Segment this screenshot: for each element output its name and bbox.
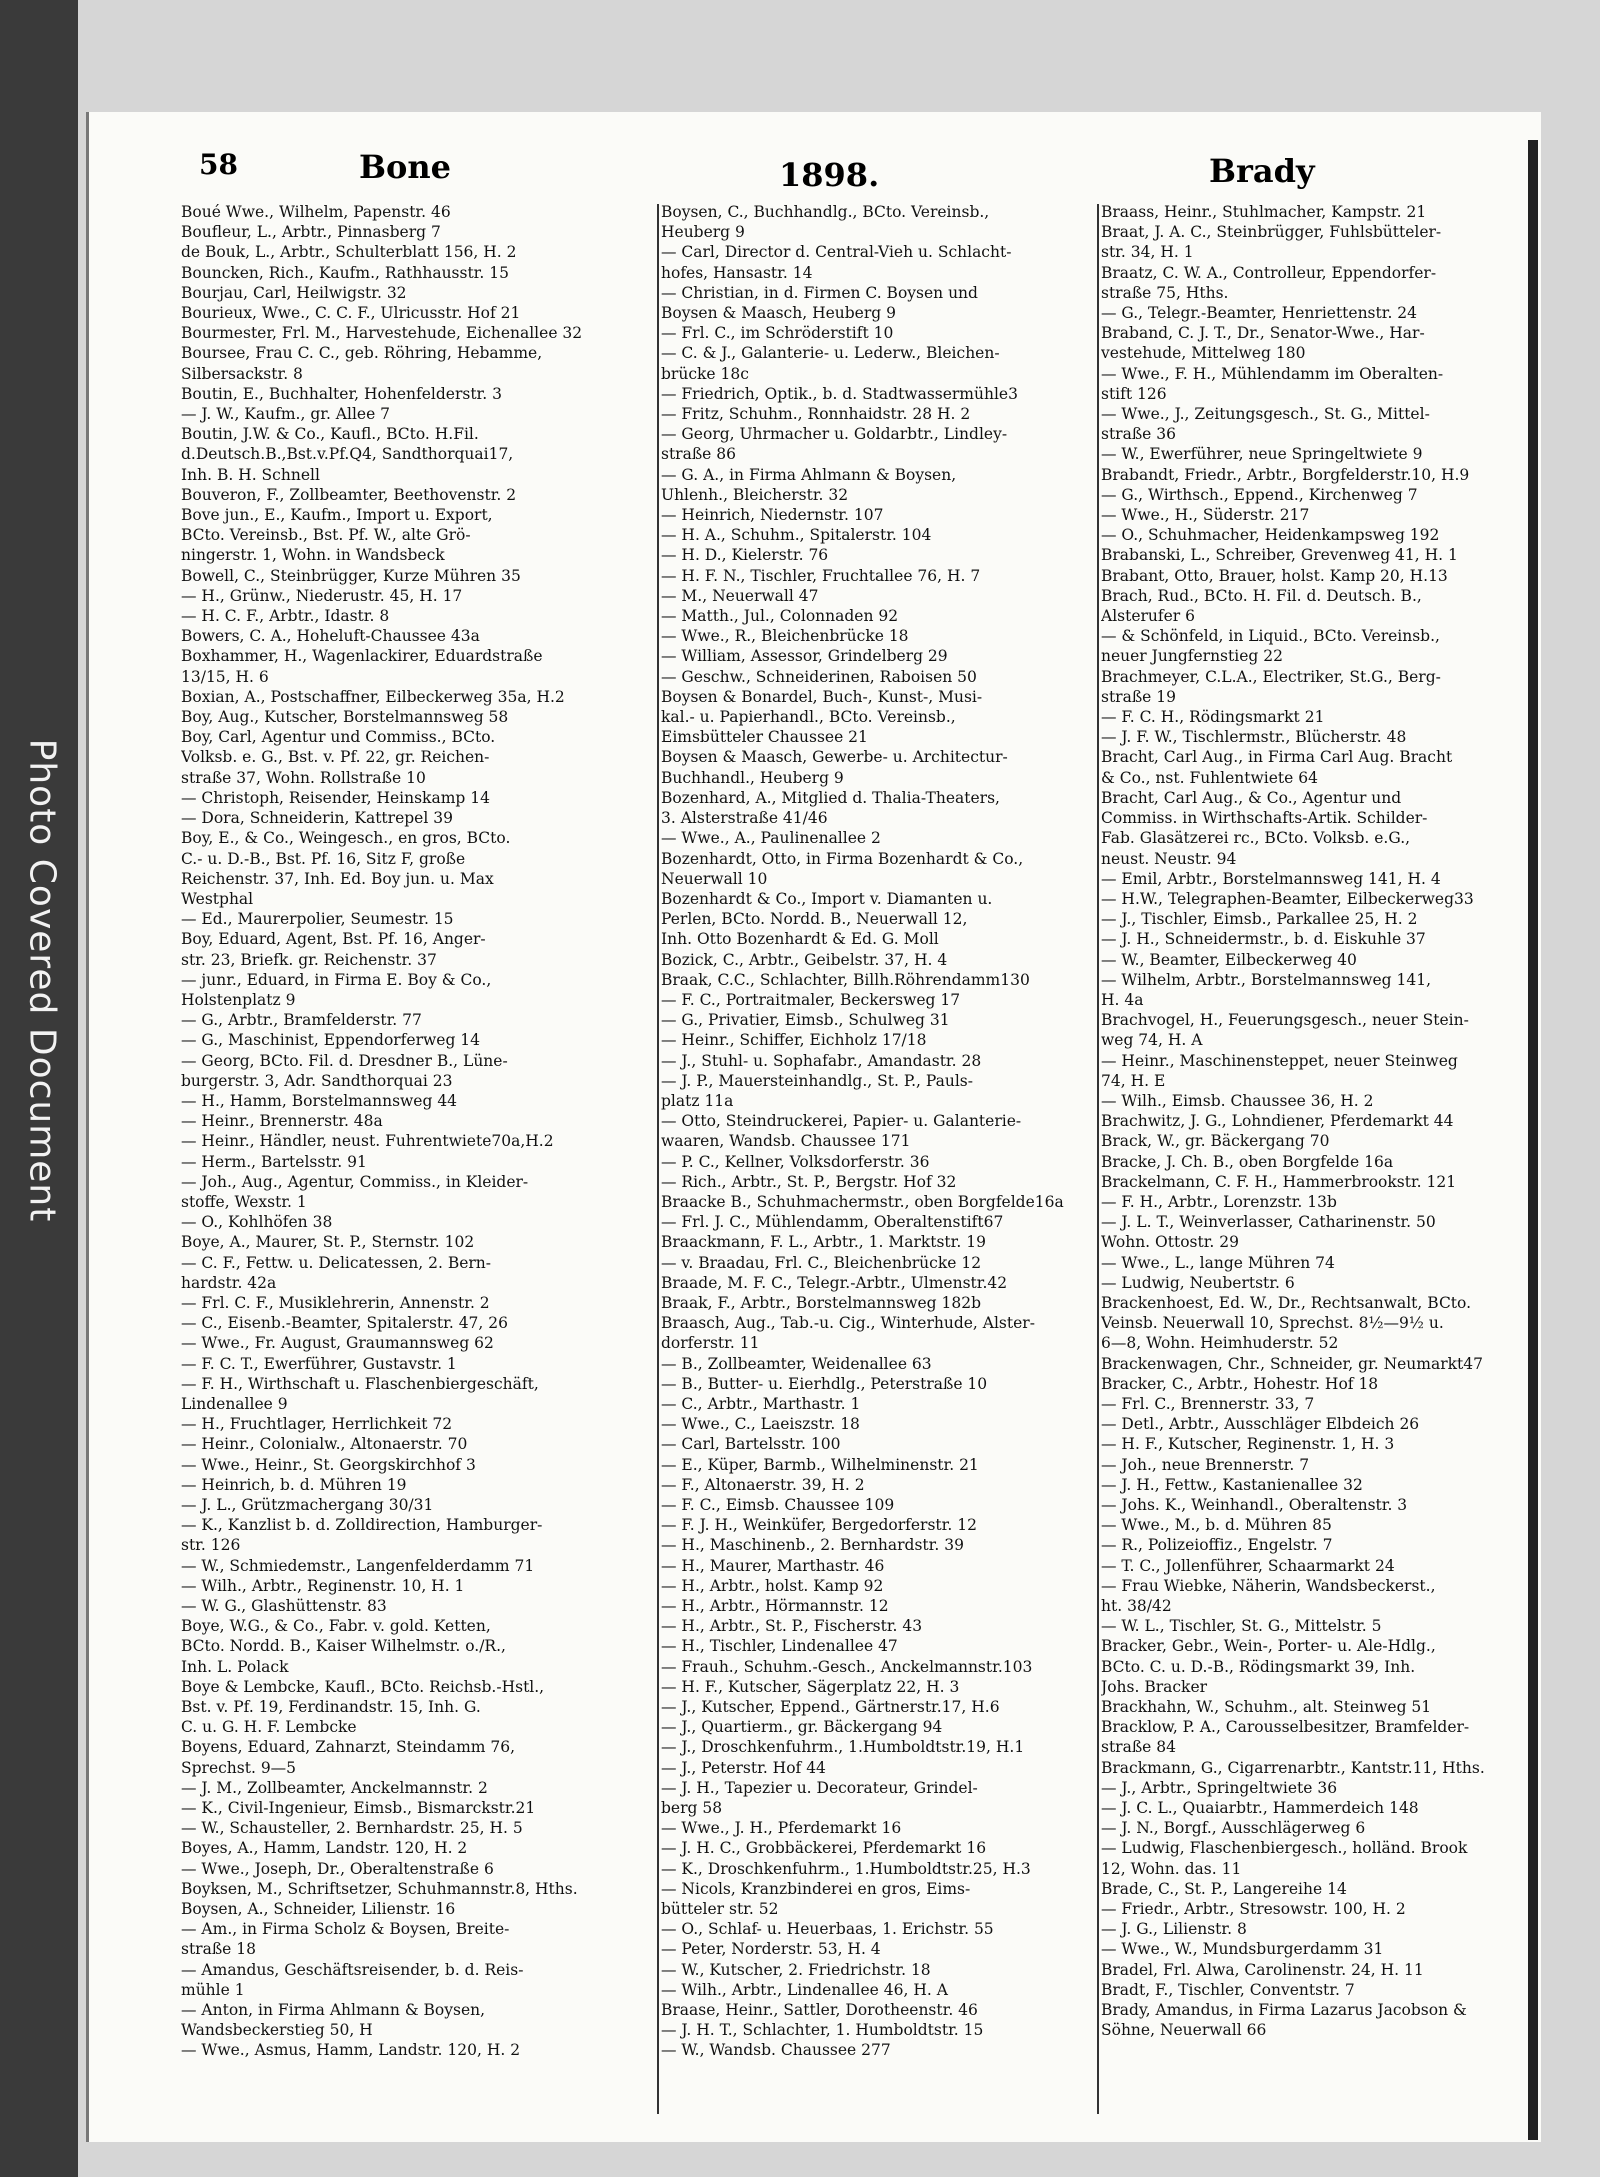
directory-entry: straße 86 [661, 445, 737, 464]
directory-entry: — F. C. T., Ewerführer, Gustavstr. 1 [181, 1354, 457, 1373]
directory-entry: — H., Fruchtlager, Herrlichkeit 72 [181, 1415, 453, 1434]
directory-entry: Brady, Amandus, in Firma Lazarus Jacobson & [1101, 2001, 1467, 2020]
watermark-label [22, 600, 62, 1360]
directory-entry: BCto. Vereinsb., Bst. Pf. W., alte Grö- [181, 526, 471, 545]
directory-entry: kal.- u. Papierhandl., BCto. Vereinsb., [661, 708, 956, 727]
directory-entry: Heuberg 9 [661, 223, 745, 242]
directory-entry: — Rich., Arbtr., St. P., Bergstr. Hof 32 [661, 1172, 957, 1191]
directory-entry: Braak, F., Arbtr., Borstelmannsweg 182b [661, 1293, 981, 1312]
directory-entry: — Herm., Bartelsstr. 91 [181, 1152, 367, 1171]
directory-entry: — H. F. N., Tischler, Fruchtallee 76, H. 7 [661, 566, 981, 585]
directory-entry: — Carl, Bartelsstr. 100 [661, 1435, 841, 1454]
directory-entry: — Emil, Arbtr., Borstelmannsweg 141, H. 4 [1101, 869, 1441, 888]
directory-entry: Brabanski, L., Schreiber, Grevenweg 41, H. 1 [1101, 546, 1458, 565]
directory-entry: Boxhammer, H., Wagenlackirer, Eduardstraße [181, 647, 543, 666]
directory-entry: — Peter, Norderstr. 53, H. 4 [661, 1940, 881, 1959]
directory-entry: Bozenhard, A., Mitglied d. Thalia-Theaters, [661, 788, 1000, 807]
directory-entry: 3. Alsterstraße 41/46 [661, 809, 828, 828]
directory-entry: H. 4a [1101, 990, 1144, 1009]
directory-entry: burgerstr. 3, Adr. Sandthorquai 23 [181, 1071, 453, 1090]
directory-entry: — J. W., Kaufm., gr. Allee 7 [181, 405, 391, 424]
directory-entry: — J. H., Tapezier u. Decorateur, Grindel- [661, 1778, 978, 1797]
directory-entry: straße 75, Hths. [1101, 283, 1229, 302]
directory-entry: C. u. G. H. F. Lembcke [181, 1718, 357, 1737]
directory-entry: — C. & J., Galanterie- u. Lederw., Bleichen- [661, 344, 1000, 363]
directory-entry: — Friedr., Arbtr., Stresowstr. 100, H. 2 [1101, 1900, 1406, 1919]
directory-entry: — J., Peterstr. Hof 44 [661, 1758, 826, 1777]
directory-entry: Boué Wwe., Wilhelm, Papenstr. 46 [181, 203, 451, 221]
directory-entry: — Anton, in Firma Ahlmann & Boysen, [181, 2001, 486, 2020]
directory-entry: — G., Maschinist, Eppendorferweg 14 [181, 1031, 481, 1050]
directory-entry: Boy, Eduard, Agent, Bst. Pf. 16, Anger- [181, 930, 486, 949]
directory-entry: C.- u. D.-B., Bst. Pf. 16, Sitz F, große [181, 849, 466, 868]
directory-entry: — W. L., Tischler, St. G., Mittelstr. 5 [1101, 1617, 1382, 1636]
directory-entry: — G. A., in Firma Ahlmann & Boysen, [661, 465, 957, 484]
directory-entry: neuer Jungfernstieg 22 [1101, 647, 1283, 666]
directory-entry: straße 19 [1101, 687, 1177, 706]
directory-entry: Boye, A., Maurer, St. P., Sternstr. 102 [181, 1233, 475, 1252]
directory-entry: Holstenplatz 9 [181, 990, 296, 1009]
directory-entry: — Wwe., Asmus, Hamm, Landstr. 120, H. 2 [181, 2041, 521, 2060]
directory-entry: — K., Kanzlist b. d. Zolldirection, Hamburger- [181, 1516, 543, 1535]
directory-entry: Braasch, Aug., Tab.-u. Cig., Winterhude, Alster- [661, 1314, 1035, 1333]
directory-entry: — Frl. J. C., Mühlendamm, Oberaltenstift67 [661, 1213, 1004, 1232]
directory-entry: mühle 1 [181, 1980, 245, 1999]
directory-entry: hardstr. 42a [181, 1273, 277, 1292]
directory-entry: — Johs. K., Weinhandl., Oberaltenstr. 3 [1101, 1496, 1408, 1514]
directory-entry: Braacke B., Schuhmachermstr., oben Borgfelde16a [661, 1192, 1064, 1211]
directory-entry: — F. C., Portraitmaler, Beckersweg 17 [661, 990, 961, 1009]
directory-entry: Inh. B. H. Schnell [181, 465, 320, 484]
directory-entry: Boysen, A., Schneider, Lilienstr. 16 [181, 1900, 456, 1919]
header-year: 1898. [779, 156, 880, 194]
directory-entry: — H.W., Telegraphen-Beamter, Eilbeckerweg33 [1101, 889, 1474, 908]
directory-entry: Inh. Otto Bozenhardt & Ed. G. Moll [661, 930, 939, 949]
directory-entry: Perlen, BCto. Nordd. B., Neuerwall 12, [661, 910, 968, 929]
directory-entry: Johs. Bracker [1101, 1677, 1208, 1696]
directory-entry: Boy, E., & Co., Weingesch., en gros, BCto. [181, 829, 511, 848]
directory-entry: — J. C. L., Quaiarbtr., Hammerdeich 148 [1101, 1799, 1419, 1818]
directory-entry: hofes, Hansastr. 14 [661, 263, 813, 282]
directory-entry: — J. P., Mauersteinhandlg., St. P., Pauls- [661, 1071, 973, 1090]
directory-entry: — H. D., Kielerstr. 76 [661, 546, 829, 565]
directory-entry: — W. G., Glashüttenstr. 83 [181, 1597, 387, 1616]
directory-entry: — W., Wandsb. Chaussee 277 [661, 2041, 891, 2060]
directory-entry: — K., Droschkenfuhrm., 1.Humboldtstr.25, H.3 [661, 1859, 1031, 1878]
directory-entry: — Amandus, Geschäftsreisender, b. d. Reis- [181, 1960, 524, 1979]
directory-entry: Braade, M. F. C., Telegr.-Arbtr., Ulmenstr.42 [661, 1273, 1008, 1292]
directory-entry: straße 18 [181, 1940, 257, 1959]
directory-entry: BCto. Nordd. B., Kaiser Wilhelmstr. o./R., [181, 1637, 506, 1656]
directory-entry: Boufleur, L., Arbtr., Pinnasberg 7 [181, 223, 441, 242]
directory-entry: Boye & Lembcke, Kaufl., BCto. Reichsb.-Hstl., [181, 1677, 545, 1696]
directory-entry: — H. A., Schuhm., Spitalerstr. 104 [661, 526, 932, 545]
directory-entry: — G., Telegr.-Beamter, Henriettenstr. 24 [1101, 304, 1418, 323]
directory-entry: vestehude, Mittelweg 180 [1101, 344, 1306, 363]
directory-entry: neust. Neustr. 94 [1101, 849, 1237, 868]
directory-entry: Lindenallee 9 [181, 1394, 288, 1413]
directory-entry: — Heinrich, Niedernstr. 107 [661, 506, 884, 525]
page-header [89, 148, 1541, 198]
directory-entry: — F. H., Wirthschaft u. Flaschenbiergeschäft, [181, 1374, 539, 1393]
directory-entry: — C., Arbtr., Marthastr. 1 [661, 1394, 861, 1413]
directory-entry: — F. C. H., Rödingsmarkt 21 [1101, 708, 1325, 727]
directory-entry: — H., Arbtr., holst. Kamp 92 [661, 1576, 884, 1595]
directory-entry: Eimsbütteler Chaussee 21 [661, 728, 868, 747]
directory-entry: — G., Arbtr., Bramfelderstr. 77 [181, 1011, 422, 1030]
directory-entry: — Frau Wiebke, Näherin, Wandsbeckerst., [1101, 1576, 1436, 1595]
directory-entry: — F., Altonaerstr. 39, H. 2 [661, 1475, 865, 1494]
directory-entry: de Bouk, L., Arbtr., Schulterblatt 156, H. 2 [181, 243, 517, 262]
directory-entry: — Am., in Firma Scholz & Boysen, Breite- [181, 1920, 510, 1939]
directory-entry: Buchhandl., Heuberg 9 [661, 768, 844, 787]
directory-entry: Brachwitz, J. G., Lohndiener, Pferdemarkt 44 [1101, 1112, 1454, 1131]
directory-entry: — Nicols, Kranzbinderei en gros, Eims- [661, 1879, 971, 1898]
directory-entry: Boy, Aug., Kutscher, Borstelmannsweg 58 [181, 708, 509, 727]
directory-entry: Boutin, E., Buchhalter, Hohenfelderstr. 3 [181, 384, 502, 403]
directory-entry: Commiss. in Wirthschafts-Artik. Schilder- [1101, 809, 1428, 828]
directory-entry: Bracke, J. Ch. B., oben Borgfelde 16a [1101, 1152, 1394, 1171]
directory-entry: — v. Braadau, Frl. C., Bleichenbrücke 12 [661, 1253, 982, 1272]
directory-entry: — Fritz, Schuhm., Ronnhaidstr. 28 H. 2 [661, 405, 971, 424]
directory-entry: — Heinr., Händler, neust. Fuhrentwiete70a,H.2 [181, 1132, 554, 1151]
column-1 [181, 202, 653, 2061]
directory-entry: — H., Arbtr., Hörmannstr. 12 [661, 1597, 889, 1616]
directory-entry: Boy, Carl, Agentur und Commiss., BCto. [181, 728, 496, 747]
directory-entry: — Wwe., Joseph, Dr., Oberaltenstraße 6 [181, 1859, 494, 1878]
directory-entry: Boye, W.G., & Co., Fabr. v. gold. Ketten, [181, 1617, 491, 1636]
directory-entry: weg 74, H. A [1101, 1031, 1203, 1050]
directory-entry: Bourieux, Wwe., C. C. F., Ulricusstr. Hof 21 [181, 304, 521, 323]
directory-entry: Uhlenh., Bleicherstr. 32 [661, 485, 849, 504]
directory-entry: Wandsbeckerstieg 50, H [181, 2021, 373, 2040]
directory-entry: — E., Küper, Barmb., Wilhelminenstr. 21 [661, 1455, 979, 1474]
directory-entry: Neuerwall 10 [661, 869, 768, 888]
directory-page [86, 112, 1541, 2142]
header-left-keyword: Bone [359, 148, 452, 186]
directory-entry: Silbersackstr. 8 [181, 364, 303, 383]
directory-entry: Boyes, A., Hamm, Landstr. 120, H. 2 [181, 1839, 468, 1858]
directory-entry: — W., Ewerführer, neue Springeltwiete 9 [1101, 445, 1423, 464]
directory-entry: ningerstr. 1, Wohn. in Wandsbeck [181, 546, 445, 565]
directory-entry: — Wwe., M., b. d. Mühren 85 [1101, 1516, 1332, 1535]
directory-entry: — Dora, Schneiderin, Kattrepel 39 [181, 809, 453, 828]
directory-entry: Braband, C. J. T., Dr., Senator-Wwe., Har- [1101, 324, 1425, 343]
column-divider [657, 204, 659, 2114]
directory-entry: — Frl. C., Brennerstr. 33, 7 [1101, 1394, 1315, 1413]
directory-entry: — J., Stuhl- u. Sophafabr., Amandastr. 28 [661, 1051, 982, 1070]
directory-entry: & Co., nst. Fuhlentwiete 64 [1101, 768, 1318, 787]
directory-entry: — Joh., Aug., Agentur, Commiss., in Kleider- [181, 1172, 529, 1191]
directory-entry: — J., Droschkenfuhrm., 1.Humboldtstr.19, H.1 [661, 1738, 1025, 1757]
directory-entry: — Wwe., R., Bleichenbrücke 18 [661, 627, 909, 646]
directory-entry: — William, Assessor, Grindelberg 29 [661, 647, 948, 666]
directory-entry: Boysen & Bonardel, Buch-, Kunst-, Musi- [661, 687, 983, 706]
directory-entry: — Heinr., Colonialw., Altonaerstr. 70 [181, 1435, 468, 1454]
directory-entry: Boyksen, M., Schriftsetzer, Schuhmannstr.8, Hths. [181, 1879, 578, 1898]
directory-entry: Braatz, C. W. A., Controlleur, Eppendorfer- [1101, 263, 1437, 282]
directory-entry: Braackmann, F. L., Arbtr., 1. Marktstr. 19 [661, 1233, 986, 1252]
directory-entry: — H., Grünw., Niederustr. 45, H. 17 [181, 586, 463, 605]
directory-entry: Brackenwagen, Chr., Schneider, gr. Neumarkt47 [1101, 1354, 1483, 1373]
directory-entry: — Ed., Maurerpolier, Seumestr. 15 [181, 910, 454, 929]
directory-entry: — G., Wirthsch., Eppend., Kirchenweg 7 [1101, 485, 1418, 504]
directory-entry: — H., Maschinenb., 2. Bernhardstr. 39 [661, 1536, 964, 1555]
directory-entry: — Wilh., Arbtr., Lindenallee 46, H. A [661, 1980, 948, 1999]
directory-entry: — Wwe., J., Zeitungsgesch., St. G., Mittel- [1101, 405, 1430, 424]
directory-entry: — H. F., Kutscher, Sägerplatz 22, H. 3 [661, 1677, 960, 1696]
directory-entry: 13/15, H. 6 [181, 667, 269, 686]
directory-entry: — Frl. C., im Schröderstift 10 [661, 324, 894, 343]
directory-entry: — Christian, in d. Firmen C. Boysen und [661, 283, 978, 302]
directory-entry: Bourjau, Carl, Heilwigstr. 32 [181, 283, 407, 302]
directory-entry: Bst. v. Pf. 19, Ferdinandstr. 15, Inh. G. [181, 1698, 481, 1717]
directory-entry: — Wwe., J. H., Pferdemarkt 16 [661, 1819, 902, 1838]
directory-entry: — B., Butter- u. Eierhdlg., Peterstraße 10 [661, 1374, 988, 1393]
directory-entry: Brach, Rud., BCto. H. Fil. d. Deutsch. B., [1101, 586, 1422, 605]
directory-entry: Reichenstr. 37, Inh. Ed. Boy jun. u. Max [181, 869, 494, 888]
directory-entry: Boysen, C., Buchhandlg., BCto. Vereinsb., [661, 203, 990, 221]
directory-entry: Bracht, Carl Aug., in Firma Carl Aug. Bracht [1101, 748, 1453, 767]
directory-entry: — J. H. C., Grobbäckerei, Pferdemarkt 16 [661, 1839, 987, 1858]
directory-entry: — Wilh., Eimsb. Chaussee 36, H. 2 [1101, 1091, 1374, 1110]
directory-entry: — Wwe., L., lange Mühren 74 [1101, 1253, 1335, 1272]
directory-entry: — O., Kohlhöfen 38 [181, 1213, 333, 1232]
directory-entry: — Wwe., H., Süderstr. 217 [1101, 506, 1310, 525]
directory-entry: Veinsb. Neuerwall 10, Sprechst. 8½—9½ u. [1101, 1314, 1444, 1333]
directory-entry: Bowers, C. A., Hoheluft-Chaussee 43a [181, 627, 480, 646]
directory-entry: Brackelmann, C. F. H., Hammerbrookstr. 121 [1101, 1172, 1457, 1191]
directory-entry: Boysen & Maasch, Heuberg 9 [661, 304, 896, 323]
directory-entry: — K., Civil-Ingenieur, Eimsb., Bismarckstr.21 [181, 1799, 536, 1818]
directory-entry: — R., Polizeioffiz., Engelstr. 7 [1101, 1536, 1333, 1555]
directory-entry: — O., Schuhmacher, Heidenkampsweg 192 [1101, 526, 1440, 545]
directory-entry: — Friedrich, Optik., b. d. Stadtwassermühle3 [661, 384, 1018, 403]
directory-entry: Bradel, Frl. Alwa, Carolinenstr. 24, H. 11 [1101, 1960, 1424, 1979]
directory-entry: — J. M., Zollbeamter, Anckelmannstr. 2 [181, 1778, 488, 1797]
directory-entry: — Heinrich, b. d. Mühren 19 [181, 1475, 407, 1494]
watermark-text: Photo Covered Document [21, 738, 63, 1223]
directory-entry: — Frauh., Schuhm.-Gesch., Anckelmannstr.103 [661, 1657, 1033, 1676]
directory-entry: Bozenhardt, Otto, in Firma Bozenhardt & Co., [661, 849, 1024, 868]
column-2 [661, 202, 1101, 2061]
directory-entry: d.Deutsch.B.,Bst.v.Pf.Q4, Sandthorquai17, [181, 445, 514, 464]
directory-entry: — P. C., Kellner, Volksdorferstr. 36 [661, 1152, 930, 1171]
directory-entry: — F. H., Arbtr., Lorenzstr. 13b [1101, 1192, 1337, 1211]
directory-entry: Bradt, F., Tischler, Conventstr. 7 [1101, 1980, 1355, 1999]
directory-entry: Braat, J. A. C., Steinbrügger, Fuhlsbütteler- [1101, 223, 1442, 242]
directory-entry: — J., Arbtr., Springeltwiete 36 [1101, 1778, 1338, 1797]
directory-entry: — J., Quartierm., gr. Bäckergang 94 [661, 1718, 943, 1737]
directory-entry: — Wwe., F. H., Mühlendamm im Oberalten- [1101, 364, 1444, 383]
directory-entry: Bove jun., E., Kaufm., Import u. Export, [181, 506, 493, 525]
column-divider [1097, 204, 1099, 2114]
directory-entry: Bouveron, F., Zollbeamter, Beethovenstr. 2 [181, 485, 517, 504]
directory-entry: Brachmeyer, C.L.A., Electriker, St.G., Berg- [1101, 667, 1441, 686]
directory-entry: Fab. Glasätzerei rc., BCto. Volksb. e.G., [1101, 829, 1411, 848]
directory-entry: Bracker, Gebr., Wein-, Porter- u. Ale-Hdlg., [1101, 1637, 1436, 1656]
directory-entry: waaren, Wandsb. Chaussee 171 [661, 1132, 911, 1151]
next-page-edge [1528, 140, 1538, 2140]
directory-entry: — Georg, BCto. Fil. d. Dresdner B., Lüne- [181, 1051, 508, 1070]
directory-entry: platz 11a [661, 1091, 734, 1110]
directory-entry: — O., Schlaf- u. Heuerbaas, 1. Erichstr. 55 [661, 1920, 994, 1939]
directory-entry: Inh. L. Polack [181, 1657, 289, 1676]
directory-entry: Brabant, Otto, Brauer, holst. Kamp 20, H.13 [1101, 566, 1448, 585]
directory-entry: BCto. C. u. D.-B., Rödingsmarkt 39, Inh. [1101, 1657, 1416, 1676]
directory-entry: — H., Tischler, Lindenallee 47 [661, 1637, 898, 1656]
directory-entry: — W., Schmiedemstr., Langenfelderdamm 71 [181, 1556, 535, 1575]
directory-entry: — T. C., Jollenführer, Schaarmarkt 24 [1101, 1556, 1395, 1575]
directory-entry: — Wilhelm, Arbtr., Borstelmannsweg 141, [1101, 970, 1432, 989]
directory-entry: — Christoph, Reisender, Heinskamp 14 [181, 788, 490, 807]
directory-entry: Sprechst. 9—5 [181, 1758, 297, 1777]
directory-entry: Brabandt, Friedr., Arbtr., Borgfelderstr.10, H.9 [1101, 465, 1470, 484]
directory-entry: — Wwe., Heinr., St. Georgskirchhof 3 [181, 1455, 476, 1474]
directory-entry: — J. G., Lilienstr. 8 [1101, 1920, 1247, 1939]
directory-entry: Boursee, Frau C. C., geb. Röhring, Hebamme, [181, 344, 543, 363]
directory-entry: Bracht, Carl Aug., & Co., Agentur und [1101, 788, 1402, 807]
directory-entry: straße 84 [1101, 1738, 1177, 1757]
directory-entry: — J. N., Borgf., Ausschlägerweg 6 [1101, 1819, 1366, 1838]
directory-entry: — J. L. T., Weinverlasser, Catharinenstr. 50 [1101, 1213, 1436, 1232]
directory-entry: — Otto, Steindruckerei, Papier- u. Galanterie- [661, 1112, 1022, 1131]
directory-entry: str. 34, H. 1 [1101, 243, 1194, 262]
directory-entry: — Georg, Uhrmacher u. Goldarbtr., Lindley- [661, 425, 1008, 444]
directory-entry: Braak, C.C., Schlachter, Billh.Röhrendamm130 [661, 970, 1030, 989]
directory-entry: — J. H., Fettw., Kastanienallee 32 [1101, 1475, 1363, 1494]
directory-entry: str. 23, Briefk. gr. Reichenstr. 37 [181, 950, 437, 969]
directory-entry: — J. H. T., Schlachter, 1. Humboldtstr. 15 [661, 2021, 984, 2040]
directory-entry: — & Schönfeld, in Liquid., BCto. Vereinsb., [1101, 627, 1440, 646]
directory-entry: 6—8, Wohn. Heimhuderstr. 52 [1101, 1334, 1339, 1353]
directory-entry: straße 36 [1101, 425, 1177, 444]
directory-entry: — W., Kutscher, 2. Friedrichstr. 18 [661, 1960, 931, 1979]
directory-entry: bütteler str. 52 [661, 1900, 779, 1919]
directory-entry: — H. C. F., Arbtr., Idastr. 8 [181, 607, 390, 626]
directory-entry: — C., Eisenb.-Beamter, Spitalerstr. 47, 26 [181, 1314, 508, 1333]
directory-entry: — J. L., Grützmachergang 30/31 [181, 1496, 434, 1514]
directory-entry: — F. C., Eimsb. Chaussee 109 [661, 1496, 895, 1514]
directory-entry: — H., Hamm, Borstelmannsweg 44 [181, 1091, 458, 1110]
directory-entry: — Carl, Director d. Central-Vieh u. Schlacht- [661, 243, 1012, 262]
directory-entry: Brachvogel, H., Feuerungsgesch., neuer Stein- [1101, 1011, 1469, 1030]
directory-entry: Boutin, J.W. & Co., Kaufl., BCto. H.Fil. [181, 425, 479, 444]
directory-entry: Bouncken, Rich., Kaufm., Rathhausstr. 15 [181, 263, 509, 282]
directory-entry: — W., Schausteller, 2. Bernhardstr. 25, H. 5 [181, 1819, 523, 1838]
directory-entry: — Joh., neue Brennerstr. 7 [1101, 1455, 1310, 1474]
directory-entry: ht. 38/42 [1101, 1597, 1172, 1616]
directory-entry: str. 126 [181, 1536, 241, 1555]
directory-entry: — Heinr., Maschinensteppet, neuer Steinweg [1101, 1051, 1458, 1070]
directory-entry: — Wwe., W., Mundsburgerdamm 31 [1101, 1940, 1384, 1959]
directory-entry: 12, Wohn. das. 11 [1101, 1859, 1242, 1878]
directory-entry: — Wilh., Arbtr., Reginenstr. 10, H. 1 [181, 1576, 465, 1595]
header-right-keyword: Brady [1209, 152, 1315, 190]
directory-entry: dorferstr. 11 [661, 1334, 760, 1353]
directory-entry: Brack, W., gr. Bäckergang 70 [1101, 1132, 1330, 1151]
directory-entry: — H., Maurer, Marthastr. 46 [661, 1556, 885, 1575]
directory-entry: — Wwe., C., Laeiszstr. 18 [661, 1415, 860, 1434]
directory-entry: — W., Beamter, Eilbeckerweg 40 [1101, 950, 1357, 969]
column-3 [1101, 202, 1541, 2040]
directory-entry: Braass, Heinr., Stuhlmacher, Kampstr. 21 [1101, 203, 1427, 221]
directory-entry: Boyens, Eduard, Zahnarzt, Steindamm 76, [181, 1738, 516, 1757]
page-number: 58 [199, 148, 238, 181]
directory-entry: Boxian, A., Postschaffner, Eilbeckerweg 35a, H.2 [181, 687, 565, 706]
directory-entry: Bozenhardt & Co., Import v. Diamanten u. [661, 889, 993, 908]
directory-entry: — Ludwig, Flaschenbiergesch., holländ. Brook [1101, 1839, 1468, 1858]
directory-entry: — J., Kutscher, Eppend., Gärtnerstr.17, H.6 [661, 1698, 1000, 1717]
directory-entry: Bourmester, Frl. M., Harvestehude, Eichenallee 32 [181, 324, 583, 343]
directory-entry: berg 58 [661, 1799, 723, 1818]
directory-entry: Wohn. Ottostr. 29 [1101, 1233, 1239, 1252]
directory-entry: — Geschw., Schneiderinen, Raboisen 50 [661, 667, 977, 686]
directory-entry: Brackenhoest, Ed. W., Dr., Rechtsanwalt, BCto. [1101, 1293, 1472, 1312]
directory-entry: stift 126 [1101, 384, 1167, 403]
directory-entry: Boysen & Maasch, Gewerbe- u. Architectur- [661, 748, 1008, 767]
directory-entry: Bracklow, P. A., Carousselbesitzer, Bramfelder- [1101, 1718, 1470, 1737]
directory-entry: — J. H., Schneidermstr., b. d. Eiskuhle 37 [1101, 930, 1426, 949]
directory-entry: Brackhahn, W., Schuhm., alt. Steinweg 51 [1101, 1698, 1432, 1717]
directory-entry: — J., Tischler, Eimsb., Parkallee 25, H. 2 [1101, 910, 1418, 929]
directory-entry: Brackmann, G., Cigarrenarbtr., Kantstr.11, Hths. [1101, 1758, 1485, 1777]
directory-entry: Bowell, C., Steinbrügger, Kurze Mühren 35 [181, 566, 521, 585]
directory-entry: — Ludwig, Neubertstr. 6 [1101, 1273, 1295, 1292]
directory-entry: Bozick, C., Arbtr., Geibelstr. 37, H. 4 [661, 950, 948, 969]
directory-entry: — Wwe., Fr. August, Graumannsweg 62 [181, 1334, 494, 1353]
directory-entry: Alsterufer 6 [1101, 607, 1196, 626]
directory-entry: Bracker, C., Arbtr., Hohestr. Hof 18 [1101, 1374, 1379, 1393]
directory-entry: — G., Privatier, Eimsb., Schulweg 31 [661, 1011, 950, 1030]
directory-entry: brücke 18c [661, 364, 749, 383]
directory-entry: — Heinr., Brennerstr. 48a [181, 1112, 383, 1131]
directory-entry: — Matth., Jul., Colonnaden 92 [661, 607, 899, 626]
directory-entry: — junr., Eduard, in Firma E. Boy & Co., [181, 970, 492, 989]
directory-entry: Brade, C., St. P., Langereihe 14 [1101, 1879, 1347, 1898]
directory-entry: — H. F., Kutscher, Reginenstr. 1, H. 3 [1101, 1435, 1395, 1454]
directory-entry: — Heinr., Schiffer, Eichholz 17/18 [661, 1031, 927, 1050]
directory-entry: Westphal [181, 889, 254, 908]
directory-entry: — Detl., Arbtr., Ausschläger Elbdeich 26 [1101, 1415, 1420, 1434]
directory-entry: Volksb. e. G., Bst. v. Pf. 22, gr. Reichen- [181, 748, 490, 767]
directory-entry: — M., Neuerwall 47 [661, 586, 819, 605]
directory-entry: straße 37, Wohn. Rollstraße 10 [181, 768, 426, 787]
directory-entry: — Wwe., A., Paulinenallee 2 [661, 829, 881, 848]
directory-entry: — Frl. C. F., Musiklehrerin, Annenstr. 2 [181, 1293, 490, 1312]
directory-entry: — F. J. H., Weinküfer, Bergedorferstr. 12 [661, 1516, 977, 1535]
directory-entry: stoffe, Wexstr. 1 [181, 1192, 307, 1211]
directory-entry: 74, H. E [1101, 1071, 1166, 1090]
directory-entry: — J. F. W., Tischlermstr., Blücherstr. 48 [1101, 728, 1407, 747]
directory-entry: Braase, Heinr., Sattler, Dorotheenstr. 46 [661, 2001, 978, 2020]
directory-entry: — H., Arbtr., St. P., Fischerstr. 43 [661, 1617, 923, 1636]
directory-entry: — B., Zollbeamter, Weidenallee 63 [661, 1354, 932, 1373]
directory-entry: Söhne, Neuerwall 66 [1101, 2021, 1267, 2040]
directory-entry: — C. F., Fettw. u. Delicatessen, 2. Bern- [181, 1253, 492, 1272]
